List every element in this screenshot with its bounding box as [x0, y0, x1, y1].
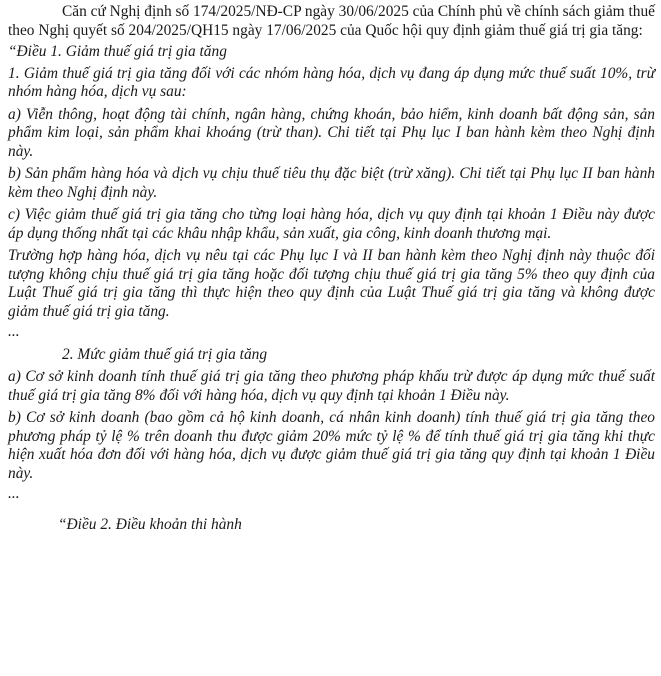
article-1-clause-2-point-a: a) Cơ sở kinh doanh tính thuế giá trị gia tăng theo phương pháp khấu trừ được áp dụng mức thuế suất thuế giá trị gia tăng 8% đối với hàng hóa, dịch vụ quy định tại khoản 1 Điều này. [8, 368, 655, 404]
ellipsis-2: ... [8, 485, 20, 502]
ellipsis-1: ... [8, 323, 20, 340]
article-1-point-c: c) Việc giảm thuế giá trị gia tăng cho từng loại hàng hóa, dịch vụ quy định tại khoản 1 Điều này được áp dụng thống nhất tại các khâu nhập khẩu, sản xuất, gia công, kinh doanh thương mại. [8, 206, 655, 242]
article-1-exception-paragraph: Trường hợp hàng hóa, dịch vụ nêu tại các Phụ lục I và II ban hành kèm theo Nghị định này thuộc đối tượng không chịu thuế giá trị gia tăng hoặc đối tượng chịu thuế giá trị gia tăng 5% theo quy định của Luật Thuế giá trị gia tăng thì thực hiện theo quy định của Luật Thuế giá trị gia tăng và không được giảm thuế giá trị gia tăng. [8, 247, 655, 320]
article-1-point-b: b) Sản phẩm hàng hóa và dịch vụ chịu thuế tiêu thụ đặc biệt (trừ xăng). Chi tiết tại Phụ lục II ban hành kèm theo Nghị định này. [8, 165, 655, 201]
intro-paragraph: Căn cứ Nghị định số 174/2025/NĐ-CP ngày 30/06/2025 của Chính phủ về chính sách giảm thuế theo Nghị quyết số 204/2025/QH15 ngày 17/06/2025 của Quốc hội quy định giảm thuế giá trị gia tăng: [8, 3, 655, 39]
article-1-clause-1: 1. Giảm thuế giá trị gia tăng đối với các nhóm hàng hóa, dịch vụ đang áp dụng mức thuế suất 10%, trừ nhóm hàng hóa, dịch vụ sau: [8, 64, 655, 100]
article-1-clause-2-point-b: b) Cơ sở kinh doanh (bao gồm cả hộ kinh doanh, cá nhân kinh doanh) tính thuế giá trị gia tăng theo phương pháp tỷ lệ % trên doanh thu được giảm 20% mức tỷ lệ % để tính thuế giá trị gia tăng khi thực hiện xuất hóa đơn đối với hàng hóa, dịch vụ được giảm thuế giá trị gia tăng quy định tại khoản 1 Điều này. [8, 409, 655, 482]
article-1-heading: “Điều 1. Giảm thuế giá trị gia tăng [8, 43, 227, 60]
article-2-heading: “Điều 2. Điều khoản thi hành [58, 515, 242, 533]
article-1-point-a: a) Viễn thông, hoạt động tài chính, ngân hàng, chứng khoán, bảo hiểm, kinh doanh bất động sản, sản phẩm kim loại, sản phẩm khai khoáng (trừ than). Chi tiết tại Phụ lục I ban hành kèm theo Nghị định này. [8, 105, 655, 160]
article-1-clause-2-heading: 2. Mức giảm thuế giá trị gia tăng [62, 345, 268, 363]
